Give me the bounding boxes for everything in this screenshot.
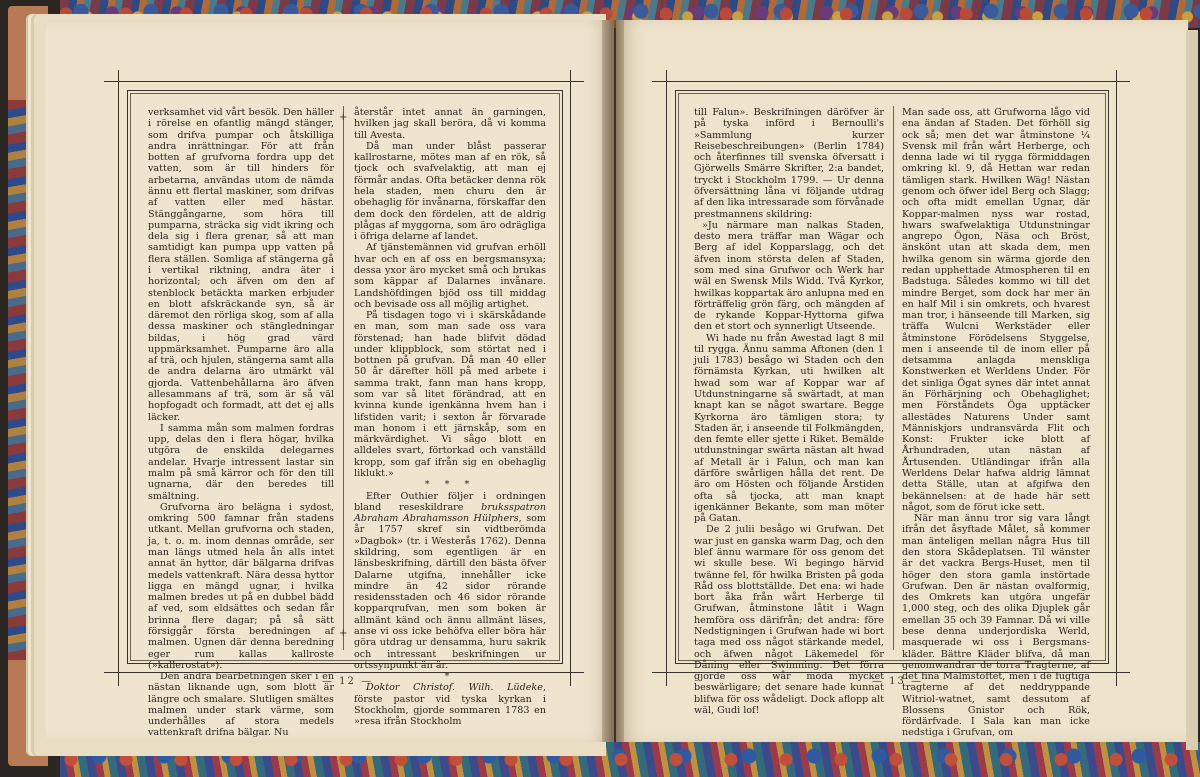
- paragraph: [354, 491, 546, 672]
- paragraph: Wi hade nu från Awestad lagt 8 mil til rygga. Ännu samma Aftonen (den 1 juli 1783) besågo wi Staden och den förnämsta Kyrkan, uti hwilken alt hwad som war af Koppar war af Utdunstningarne så swärtadt, at man knapt kan se något swartare. Begge Kyrkorna äro tämligen stora; ty Staden är, i anseende til Folkmängden, den femte eller sjette i Riket. Bemälde utdunstningar swärta nästan alt hwad af Metall är i Falun, och man kan därföre swårligen hålla det rent. De äro om Hösten och följande Årstiden ofta så tjocka, att man knapt igenkänner Bekante, som man möter på Gatan.: [694, 332, 884, 525]
- paragraph: återstår intet annat än garningen, hvilken jag skall beröra, då vi komma till Avesta.: [354, 107, 546, 141]
- left-column-1: [148, 107, 334, 739]
- right-top-rule: [652, 81, 1130, 82]
- paragraph: till Falun». Beskrifningen däröfver är på tyska införd i Bernoulli's »Sammlung kurzer Reisebeschreibungen» (Berlin 1784) och återfinnes till svenska öfversatt i Gjörwells Smärre Skrifter, 2:a bandet, tryckt i Stockholm 1799. — Ur denna öfversättning låna vi följande utdrag af den lika intressarade som förvånade prestmannens skildring:: [694, 107, 884, 220]
- left-column-divider: [343, 106, 344, 650]
- gutter-shadow: [602, 20, 624, 742]
- left-left-rule: [118, 70, 119, 686]
- paragraph: När man ännu tror sig vara långt ifrån det åsyftade Målet, så kommer man änteligen mellan några Hus till den stora Skådeplatsen. Til wänster är det vackra Bergs-Huset, men til höger den stora gamla instörtade Grufwan. Den är nästan ovalformig, des Omkrets kan utgöra ungefär 1,000 steg, och des olika Djuplek går emellan 35 och 39 Famnar. Då wi ville bese denna underjordiska Werld, masquerade wi oss i Bergsmans-kläder. Bättre Kläder blifva, då man genomwandrar de torra Tragterne, af det fina Malmstoftet, men i de fugtiga tragterne af det neddryppande Witriol-watnet, samt dessutom af Blossens Gnistor och Rök, fördärfvade. I Sala kan man icke nedstiga i Grufvan, om: [902, 513, 1090, 739]
- page-number-left: — 12 —: [322, 676, 374, 687]
- author-name: Doktor Christof. Wilh. Lüdeke: [366, 682, 543, 694]
- paragraph: De 2 julii besågo wi Grufwan. Det war just en ganska warm Dag, och den blef ännu warmare för oss genom det wi skulle bese. Wi begingo härvid twänne fel, för hwilka Bristen på goda Råd oss blottställde. Det ena: wi hade bort åka från wårt Herberge til Grufwan, åtminstone låtit i Wagn hemföra oss därifrån; det andra: före Nedstigningen i Grufwan hade wi bort taga med oss något stärkande medel, och äfwen något Läkemedel för Dåning eller Swimning. Det förra gjorde oss wår möda mycket beswärligare; det senare hade kunnat blifwa för oss wådeligt. Dock aflopp alt wäl, Gudi lof!: [694, 524, 885, 716]
- right-left-rule: [666, 70, 667, 686]
- right-page-edge: [1186, 30, 1198, 750]
- paragraph: Grufvorna äro belägna i sydost, omkring 500 famnar från stadens utkant. Mellan grufvorna och staden, ja, t. o. m. inom dennas område, ser man längs utmed hela ån alls intet annat än hyttor, där bälgarna drifvas medels vattenkraft. Nära dessa hyttor ligga en mängd ugnar, i hvilka malmen bredes ut på en dubbel bädd af ved, som eldsättes och sedan får brinna flere dagar; på så sätt försiggår första beredningen af malmen. Ugnen där denna beredning eger rum kallas kallroste (»kallerostat»).: [148, 501, 334, 671]
- left-top-rule: [104, 81, 584, 82]
- paragraph: verksamhet vid vårt besök. Den häller i rörelse en ofantlig mängd stänger, som drifva pumpar och åtskilliga andra inrättningar. För att från botten af grufvorna fordra upp det vatten, som är till hinders för arbetarna, användas utom de nämda ännu ett flertal maskiner, som drifvas af vatten eller med hästar. Stänggångarne, som höra till pumparna, sträcka sig vidt ikring och dela sig i flera grenar, så att man samtidigt kan pumpa upp vatten på flera ställen. Somliga af stängerna gå i vertikal riktning, andra äter i horizontal; och äfven om den af stenblock betäckta marken erbjuder en blott afskräckande syn, så är däremot den rörliga skog, som af alla dessa maskiner och stängledningar bildas, i hög grad värd uppmärksamhet. Pumparne äro alla af trä, och hjulen, stängerna samt alla de andra delarna äro utmärkt väl gjorda. Vattenbehållarna äro äfven allesammans af trä, som är så väl hopfogadt och formadt, att det ej alls läcker.: [148, 107, 334, 423]
- page-number-right: — 13 —: [872, 676, 924, 687]
- paragraph: Af tjänstemännen vid grufvan erhöll hvar och en af oss en bergsmansyxa; dessa yxor äro mycket små och brukas som käppar af Dalarnes invånare. Landshöfdingen bjöd oss till middag och bevisade oss all möjlig artighet.: [354, 242, 546, 310]
- paragraph: Den andra bearbetningen sker i en nästan liknande ugn, som blott är längre och smalare. Slutligen smältes malmen under stark värme, som underhålles af stora medels vattenkraft drifna bälgar. Nu: [148, 671, 334, 739]
- text-run: , som år 1757 skref sin vidtberömda »Dagbok» (tr. i Westerås 1762). Denna skildring, som egentligen är en länsbeskrifning, därtill den bästa öfver Dalarne utgifna, innehåller icke mindre än 42 sidor rörande residensstaden och 46 sidor rörande kopparqrufvan, men som boken är allmänt känd och ännu allmänt läses, anse vi oss icke behöfva eller böra här göra utdrag ur densamma, huru sakrik och intressant beskrifningen ur ortssynpunkt än är.: [354, 513, 546, 671]
- text-run: , förste pastor vid tyska kyrkan i Stockholm, gjorde sommaren 1783 en »resa ifrån Stockholm: [354, 682, 546, 728]
- paragraph: [354, 682, 546, 727]
- paragraph: I samma mån som malmen fordras upp, delas den i flera högar, hvilka utgöra de enskilda delegarnes andelar. Hvarje intressent lastar sin malm på små kärror och för den till ugnarna, där den beredes till smältning.: [148, 422, 334, 502]
- paragraph: På tisdagen togo vi i skärskådande en man, som man sade oss vara förstenad; han hade blifvit dödad under klippblock, som störtat ned i bottnen på grufvan. Då man 40 eller 50 år därefter höll på med arbete i samma trakt, fann man hans kropp, som var så litet förändrad, att en kvinna kunde igenkänna hvem han i lifstiden varit; i sexton år förvarade man honom i ett järnskåp, som en märkvärdighet. Vi sågo blott en alldeles svart, förtorkad och vanställd kropp, som gaf ifrån sig en obehaglig liklukt.»: [354, 310, 546, 479]
- paragraph: Då man under blåst passerar kallrostarne, mötes man af en rök, så tjock och svafvelaktig, att man ej förmår andas. Ofta betäcker denna rök hela staden, men churu den är obehaglig för invånarna, förskaffar den dem dock den fördelen, att de aldrig plågas af myggorna, som äro odrägliga i öfriga delarne af landet.: [354, 140, 546, 243]
- right-column-divider: [893, 106, 894, 650]
- divider-ornament-top: +: [339, 112, 348, 123]
- right-right-rule: [1116, 70, 1117, 686]
- author-name: bruksspatron Abraham Abrahamsson Hülphers: [354, 501, 546, 525]
- paragraph: »Ju närmare man nalkas Staden, desto mera träffar man Wägar och Berg af idel Kopparslagg, och det äfven inom största delen af Staden, som med sina Grufwor och Werk har wäl en Swensk Mils Widd. Två Kyrkor, hwilkas koppartak äro anlupna med en förträffelig grön färg, och mängden af de rykande Koppar-Hyttorna gifwa den et stort och synnerligt Utseende.: [694, 219, 884, 333]
- divider-ornament-bottom: +: [339, 628, 348, 639]
- section-divider: *: [444, 671, 456, 683]
- right-column-1: [694, 107, 884, 716]
- left-column-2: [354, 107, 546, 727]
- section-divider: * * *: [424, 479, 476, 491]
- left-right-rule: [570, 70, 571, 686]
- paragraph: Man sade oss, att Grufworna lågo vid ena ändan af Staden. Det förhöll sig ock så; men det war åtminstone ¼ Svensk mil från wårt Herberge, och denna lade wi til rygga förmiddagen omkring kl. 9, då Hettan war redan tämligen stark. Hwilken Wäg! Nästan genom och öfwer idel Berg och Slagg; och ofta midt emellan Ugnar, där Koppar-malmen nyss war rostad, hwars swafwelaktiga Utdunstningar angrepo Ögon, Näsa och Bröst, änskönt utan att skada dem, men hwilka genom sin wärma gjorde den redan upphettade Atmospheren til en Badstuga. Således kommo wi till det mindre Berget, som dock har mer än en half Mil i sin omkrets, och hvarest man tror, i hänseende till Marken, sig träffa Wulcni Werkstäder eller åtminstone Förödelsens Styggelse, men i anseende til de inom eller på detsamma anlagda menskliga Konstwerken et Werldens Under. För det sinliga Ögat synes där intet annat än Förhärjning och Obehaglighet; men Förståndets Öga upptäcker allestädes Naturens Under samt Människjors undransvärda Flit och Konst: Frukter icke blott af Århundraden, utan nästan af Årtusenden. Utländingar ifrån alla Werldens Delar hafwa aldrig lämnat detta Ställe, utan at afgifwa den bekännelsen: at de hade här sett något, som de förut icke sett.: [902, 107, 1090, 513]
- text-run: Efter Outhier följer i ordningen bland reseskildrare: [354, 490, 546, 513]
- right-column-2: [902, 107, 1090, 739]
